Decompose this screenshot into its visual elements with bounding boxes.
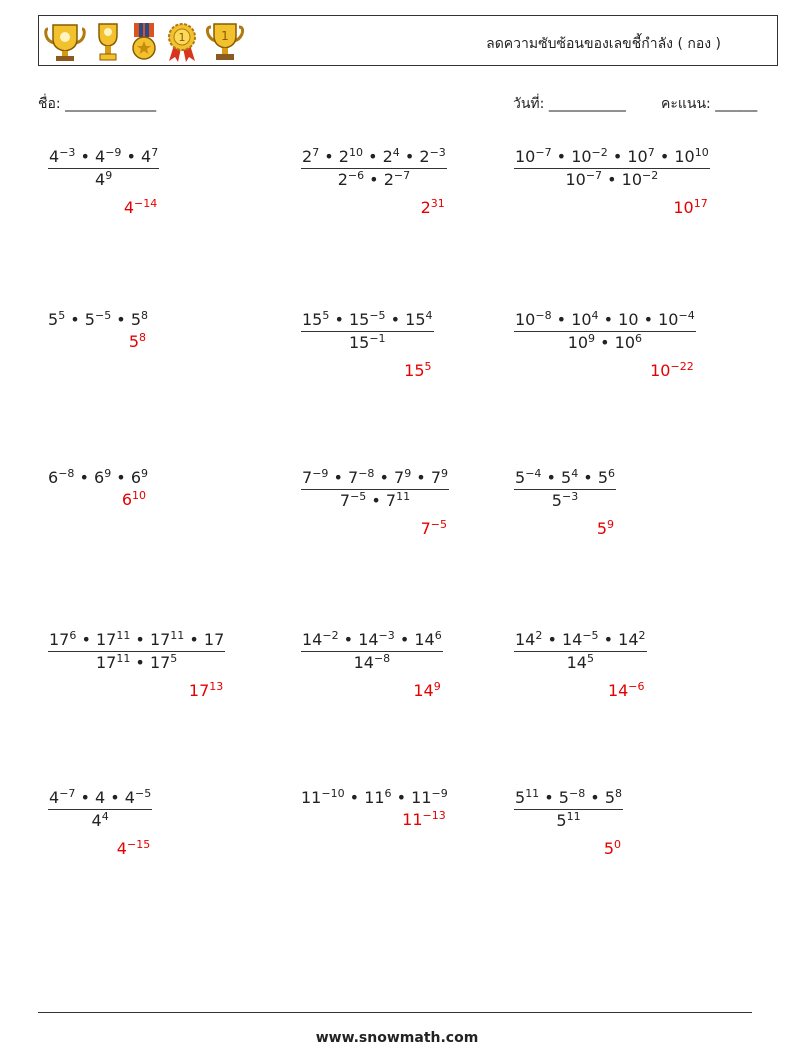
answer: $4^{-14}$ bbox=[123, 197, 158, 217]
problem-13 bbox=[48, 788, 152, 830]
trophy-number-one-icon bbox=[205, 21, 245, 63]
problem-3 bbox=[514, 147, 710, 189]
footer-divider bbox=[38, 1012, 752, 1013]
answer: $2^{31}$ bbox=[420, 197, 445, 217]
denominator: $15^{-1}$ bbox=[348, 332, 386, 352]
answer: $10^{-22}$ bbox=[650, 360, 694, 380]
numerator: $5^{11}$ • $5^{-8}$ • $5^8$ bbox=[514, 788, 623, 810]
numerator: $10^{-8}$ • $10^4$ • 10 • $10^{-4}$ bbox=[514, 310, 696, 332]
fraction bbox=[301, 147, 447, 189]
svg-text:1: 1 bbox=[178, 31, 186, 44]
numerator: $15^5$ • $15^{-5}$ • $15^4$ bbox=[301, 310, 434, 332]
worksheet-header bbox=[38, 15, 778, 66]
denominator: $4^4$ bbox=[91, 810, 109, 830]
answer: $10^{17}$ bbox=[673, 197, 708, 217]
problem-14 bbox=[301, 788, 448, 807]
problem-11 bbox=[301, 630, 443, 672]
numerator: $14^{-2}$ • $14^{-3}$ • $14^6$ bbox=[301, 630, 443, 652]
worksheet-title: ลดความซับซ้อนของเลขชี้กำลัง ( กอง ) bbox=[486, 36, 721, 52]
numerator: $2^7$ • $2^{10}$ • $2^4$ • $2^{-3}$ bbox=[301, 147, 447, 169]
problem-7 bbox=[48, 468, 148, 487]
numerator: $14^2$ • $14^{-5}$ • $14^2$ bbox=[514, 630, 647, 652]
numerator: $17^6$ • $17^{11}$ • $17^{11}$ • 17 bbox=[48, 630, 225, 652]
medal-icon bbox=[129, 21, 159, 63]
answer: $7^{-5}$ bbox=[420, 518, 448, 538]
denominator: $14^{-8}$ bbox=[353, 652, 391, 672]
name-field: ชื่อ: _____________ bbox=[38, 96, 157, 112]
answer: $4^{-15}$ bbox=[116, 838, 151, 858]
footer-url: www.snowmath.com bbox=[315, 1030, 479, 1046]
denominator: $10^{-7}$ • $10^{-2}$ bbox=[565, 169, 659, 189]
fraction bbox=[301, 468, 449, 510]
date-field: วันที่: ___________ bbox=[513, 96, 626, 112]
numerator: $5^{-4}$ • $5^4$ • $5^6$ bbox=[514, 468, 616, 490]
fraction bbox=[514, 468, 616, 510]
answer: $14^9$ bbox=[413, 680, 441, 700]
fraction bbox=[48, 630, 225, 672]
numerator: $4^{-3}$ • $4^{-9}$ • $4^7$ bbox=[48, 147, 159, 169]
award-icons bbox=[43, 21, 245, 63]
denominator: $17^{11}$ • $17^5$ bbox=[95, 652, 178, 672]
problem-5 bbox=[301, 310, 434, 352]
fraction bbox=[514, 788, 623, 830]
fraction bbox=[48, 788, 152, 830]
denominator: $10^9$ • $10^6$ bbox=[567, 332, 643, 352]
answer: $5^8$ bbox=[128, 331, 146, 351]
denominator: $4^9$ bbox=[95, 169, 113, 189]
numerator: $10^{-7}$ • $10^{-2}$ • $10^7$ • $10^{10}$ bbox=[514, 147, 710, 169]
problem-4 bbox=[48, 310, 148, 329]
score-field: คะแนน: ______ bbox=[661, 96, 758, 112]
denominator: $5^{11}$ bbox=[556, 810, 581, 830]
numerator: $4^{-7}$ • 4 • $4^{-5}$ bbox=[48, 788, 152, 810]
fraction bbox=[514, 147, 710, 189]
answer: $11^{-13}$ bbox=[402, 809, 446, 829]
fraction bbox=[301, 310, 434, 352]
trophy-icon bbox=[43, 21, 87, 63]
problem-1 bbox=[48, 147, 159, 189]
denominator: $14^5$ bbox=[566, 652, 594, 672]
expression: $11^{-10}$ • $11^6$ • $11^{-9}$ bbox=[301, 787, 448, 807]
problem-12 bbox=[514, 630, 647, 672]
answer: $14^{-6}$ bbox=[607, 680, 645, 700]
svg-text:1: 1 bbox=[221, 29, 229, 43]
fraction bbox=[48, 147, 159, 189]
problem-2 bbox=[301, 147, 447, 189]
cup-icon bbox=[93, 21, 123, 63]
denominator: $7^{-5}$ • $7^{11}$ bbox=[339, 490, 411, 510]
denominator: $2^{-6}$ • $2^{-7}$ bbox=[337, 169, 411, 189]
answer: $5^9$ bbox=[596, 518, 614, 538]
problem-9 bbox=[514, 468, 616, 510]
expression: $5^5$ • $5^{-5}$ • $5^8$ bbox=[48, 309, 148, 329]
answer: $15^5$ bbox=[404, 360, 432, 380]
fraction bbox=[301, 630, 443, 672]
fraction bbox=[514, 630, 647, 672]
problem-10 bbox=[48, 630, 225, 672]
denominator: $5^{-3}$ bbox=[551, 490, 579, 510]
problem-15 bbox=[514, 788, 623, 830]
problem-8 bbox=[301, 468, 449, 510]
numerator: $7^{-9}$ • $7^{-8}$ • $7^9$ • $7^9$ bbox=[301, 468, 449, 490]
expression: $6^{-8}$ • $6^9$ • $6^9$ bbox=[48, 467, 148, 487]
problem-6 bbox=[514, 310, 696, 352]
answer: $6^{10}$ bbox=[121, 489, 146, 509]
answer: $17^{13}$ bbox=[188, 680, 224, 700]
rosette-icon bbox=[165, 21, 199, 63]
fraction bbox=[514, 310, 696, 352]
answer: $5^0$ bbox=[603, 838, 621, 858]
